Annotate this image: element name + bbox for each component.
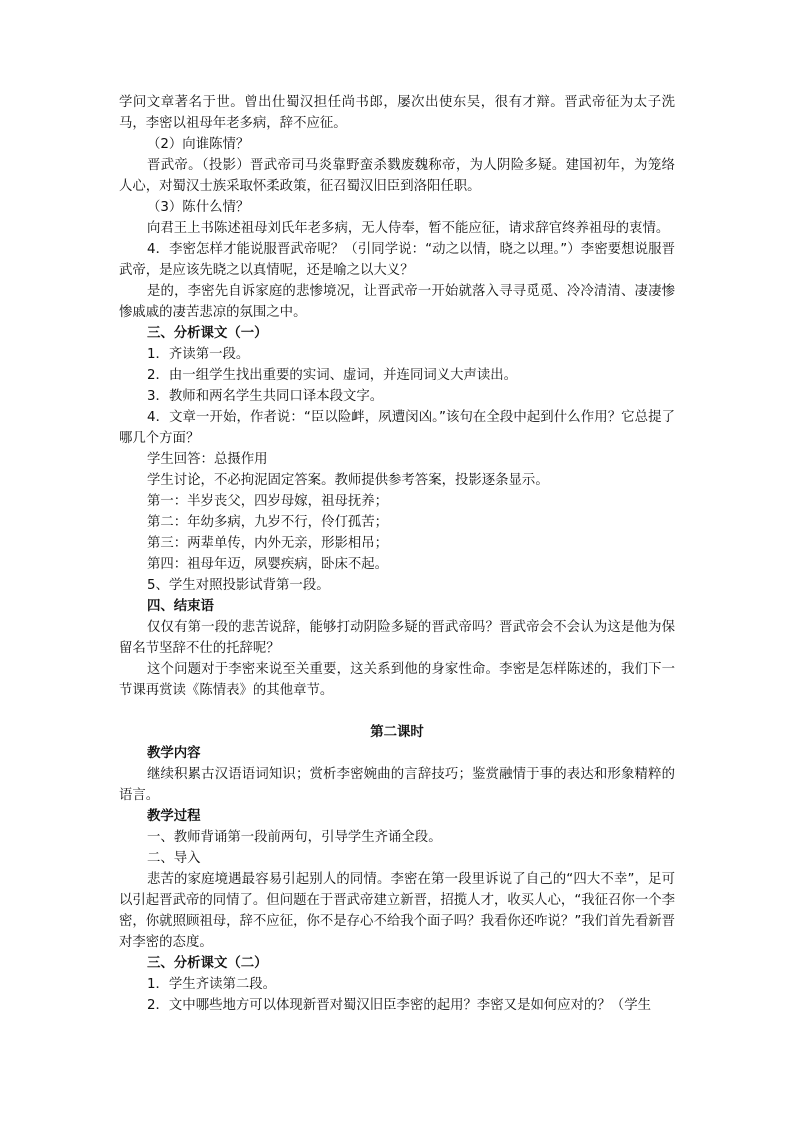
question-3: （3）陈什么情？ [147, 200, 250, 215]
step-item: 一、教师背诵第一段前两句，引导学生齐诵全段。 [147, 830, 442, 845]
lesson-2-title: 第二课时 [370, 725, 424, 740]
list-item: 1．齐读第一段。 [147, 347, 250, 362]
closing-paragraph: 仅仅有第一段的悲苦说辞，能够打动阴险多疑的晋武帝吗？晋武帝会不会认为这是他为保留名节坚辞不仕的托辞呢？ [119, 620, 675, 656]
answer-3: 向君王上书陈述祖母刘氏年老多病，无人侍奉，暂不能应征，请求辞官终养祖母的衷情。 [147, 221, 670, 236]
point-item: 第四：祖母年迈，夙婴疾病，卧床不起。 [147, 557, 389, 572]
step-item: 二、导入 [147, 851, 201, 866]
point-item: 第一：半岁丧父，四岁母嫁，祖母抚养； [147, 494, 389, 509]
content-heading: 教学内容 [147, 746, 201, 761]
list-item: 3．教师和两名学生共同口译本段文字。 [147, 389, 384, 404]
blank-line [119, 701, 675, 722]
document-page [119, 92, 675, 1016]
student-answer: 学生回答：总摄作用 [147, 452, 268, 467]
point-item: 第二：年幼多病，九岁不行，伶仃孤苦； [147, 515, 389, 530]
answer-4: 是的，李密先自诉家庭的悲惨境况，让晋武帝一开始就落入寻寻觅觅、冷冷清清、凄凄惨惨戚戚的凄苦悲凉的氛围之中。 [119, 284, 675, 320]
section-heading-analysis-2: 三、分析课文（二） [147, 956, 268, 971]
list-item: 2．由一组学生找出重要的实词、虚词，并连同词义大声读出。 [147, 368, 518, 383]
intro-paragraph: 学问文章著名于世。曾出仕蜀汉担任尚书郎，屡次出使东吴，很有才辩。晋武帝征为太子洗马，李密以祖母年老多病，辞不应征。 [119, 95, 675, 131]
question-4: 4．李密怎样才能说服晋武帝呢？（引同学说：“动之以情，晓之以理。”）李密要想说服晋武帝，是应该先晓之以真情呢，还是喻之以大义？ [119, 242, 675, 278]
section-heading-analysis-1: 三、分析课文（一） [147, 326, 268, 341]
discussion-note: 学生讨论，不必拘泥固定答案。教师提供参考答案，投影逐条显示。 [147, 473, 549, 488]
closing-paragraph: 这个问题对于李密来说至关重要，这关系到他的身家性命。李密是怎样陈述的，我们下一节课再赏读《陈情表》的其他章节。 [119, 662, 675, 698]
section-heading-closing: 四、结束语 [147, 599, 214, 614]
intro-text: 悲苦的家庭境遇最容易引起别人的同情。李密在第一段里诉说了自己的“四大不幸”，足可以引起晋武帝的同情了。但问题在于晋武帝建立新晋，招揽人才，收买人心，“我征召你一个李密，你就照顾祖母，辞不应征，你不是存心不给我个面子吗？我看你还咋说？”我们首先看新晋对李密的态度。 [119, 872, 675, 950]
answer-2: 晋武帝。（投影）晋武帝司马炎靠野蛮杀戮废魏称帝，为人阴险多疑。建国初年，为笼络人心，对蜀汉士族采取怀柔政策，征召蜀汉旧臣到洛阳任职。 [119, 158, 675, 194]
content-text: 继续积累古汉语语词知识；赏析李密婉曲的言辞技巧；鉴赏融情于事的表达和形象精粹的语言。 [119, 767, 675, 803]
question-2: （2）向谁陈情？ [147, 137, 250, 152]
list-item: 4．文章一开始，作者说：“臣以险衅，夙遭闵凶。”该句在全段中起到什么作用？它总提了哪几个方面？ [119, 410, 675, 446]
process-heading: 教学过程 [147, 809, 201, 824]
list-item: 5、学生对照投影试背第一段。 [147, 578, 330, 593]
list-item: 2．文中哪些地方可以体现新晋对蜀汉旧臣李密的起用？李密又是如何应对的？（学生 [147, 998, 651, 1013]
point-item: 第三：两辈单传，内外无亲，形影相吊； [147, 536, 389, 551]
list-item: 1．学生齐读第二段。 [147, 977, 277, 992]
